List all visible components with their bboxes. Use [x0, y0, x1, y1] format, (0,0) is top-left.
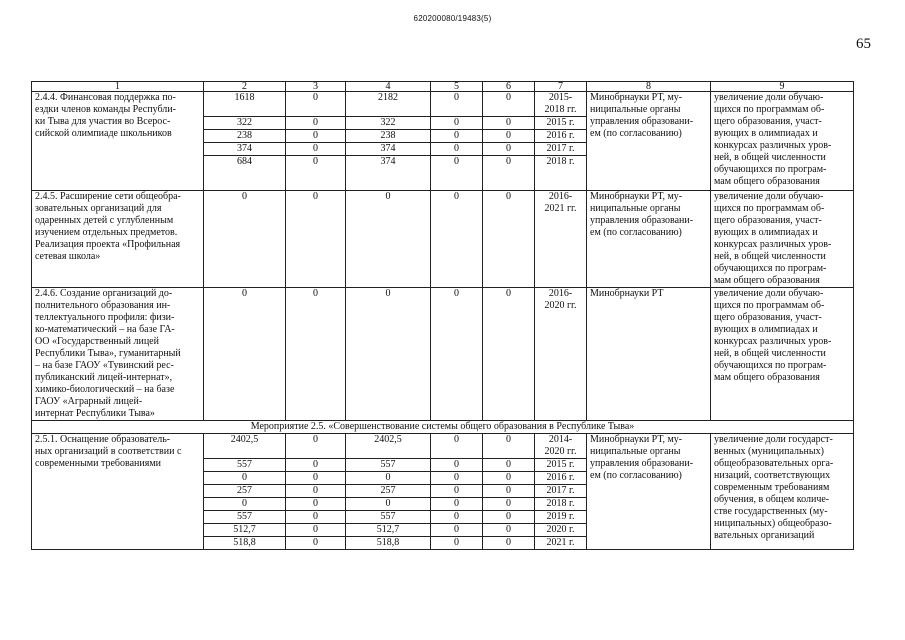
- table-cell: 0: [286, 92, 346, 117]
- table-cell: 1618: [204, 92, 286, 117]
- column-number: 5: [431, 82, 483, 92]
- table-cell: 0: [483, 459, 535, 472]
- period-cell: 2019 г.: [535, 511, 587, 524]
- table-cell: 518,8: [204, 537, 286, 550]
- table-row: [32, 191, 854, 288]
- table-cell: 257: [346, 485, 431, 498]
- period-cell: 2016- 2020 гг.: [535, 288, 587, 421]
- table-row: [32, 92, 854, 117]
- table-cell: 0: [286, 288, 346, 421]
- activity-name: 2.5.1. Оснащение образователь- ных организаций в соответствии с современными требованиями: [32, 434, 204, 550]
- column-number: 1: [32, 82, 204, 92]
- table-cell: 238: [346, 130, 431, 143]
- table-cell: 0: [431, 472, 483, 485]
- table-cell: 0: [431, 92, 483, 117]
- table-cell: 0: [431, 498, 483, 511]
- table-cell: 0: [286, 498, 346, 511]
- table-cell: 0: [346, 191, 431, 288]
- column-number: 8: [587, 82, 711, 92]
- activity-name: 2.4.6. Создание организаций до- полнительного образования ин- теллектуального профиля: физи- ко-математический – на базе ГА- ОО «Государственный лицей Республики Тыва», гуманитарный – на базе ГАОУ «Тувинский рес- публиканский лицей-интернат», химико-биологический – на базе ГАОУ «Аграрный лицей- интернат Республики Тыва»: [32, 288, 204, 421]
- responsible-cell: Минобрнауки РТ, му- ниципальные органы управления образовани- ем (по согласованию): [587, 434, 711, 550]
- period-cell: 2017 г.: [535, 485, 587, 498]
- table-cell: 512,7: [346, 524, 431, 537]
- period-cell: 2021 г.: [535, 537, 587, 550]
- period-cell: 2017 г.: [535, 143, 587, 156]
- table-cell: 0: [346, 288, 431, 421]
- result-cell: увеличение доли обучаю- щихся по программам об- щего образования, участ- вующих в олимпиадах и конкурсах различных уров- ней, в общей численности обучающихся по програм- мам общего образования: [711, 191, 854, 288]
- table-cell: 0: [286, 485, 346, 498]
- table-cell: 0: [431, 485, 483, 498]
- table-cell: 0: [483, 92, 535, 117]
- table-cell: 0: [286, 156, 346, 191]
- table-cell: 322: [204, 117, 286, 130]
- section-title: Мероприятие 2.5. «Совершенствование системы общего образования в Республике Тыва»: [32, 421, 854, 434]
- table-cell: 374: [346, 143, 431, 156]
- period-cell: 2015 г.: [535, 459, 587, 472]
- column-number: 2: [204, 82, 286, 92]
- table-cell: 2182: [346, 92, 431, 117]
- period-cell: 2016 г.: [535, 130, 587, 143]
- table-cell: 0: [483, 472, 535, 485]
- table-cell: 0: [431, 524, 483, 537]
- table-cell: 0: [431, 130, 483, 143]
- column-number: 9: [711, 82, 854, 92]
- table-cell: 0: [286, 472, 346, 485]
- table-cell: 322: [346, 117, 431, 130]
- table-cell: 0: [286, 511, 346, 524]
- table-cell: 0: [431, 191, 483, 288]
- table-cell: 0: [431, 434, 483, 459]
- table-cell: 0: [286, 459, 346, 472]
- table-cell: 0: [431, 537, 483, 550]
- table-cell: 0: [483, 434, 535, 459]
- table-cell: 557: [346, 511, 431, 524]
- period-cell: 2018 г.: [535, 498, 587, 511]
- table-cell: 0: [431, 156, 483, 191]
- table-cell: 0: [286, 143, 346, 156]
- table-cell: 0: [431, 143, 483, 156]
- document-id: 620200080/19483(5): [413, 14, 492, 23]
- period-cell: 2018 г.: [535, 156, 587, 191]
- table-cell: 0: [483, 191, 535, 288]
- table-cell: 0: [431, 459, 483, 472]
- table-cell: 518,8: [346, 537, 431, 550]
- result-cell: увеличение доли государст- венных (муниципальных) общеобразовательных орга- низаций, соответствующих современным требованиям обучения, в общем количе- стве государственных (му- ниципальных) общеобразо- вательных организаций: [711, 434, 854, 550]
- table-cell: 0: [286, 191, 346, 288]
- table-cell: 0: [286, 117, 346, 130]
- table-cell: 0: [483, 288, 535, 421]
- section-row: [32, 421, 854, 434]
- responsible-cell: Минобрнауки РТ, му- ниципальные органы управления образовани- ем (по согласованию): [587, 191, 711, 288]
- responsible-cell: Минобрнауки РТ: [587, 288, 711, 421]
- period-cell: 2016 г.: [535, 472, 587, 485]
- table-cell: 238: [204, 130, 286, 143]
- table-cell: 0: [286, 130, 346, 143]
- table-cell: 257: [204, 485, 286, 498]
- activity-name: 2.4.5. Расширение сети общеобра- зовательных организаций для одаренных детей с углубленным изучением отдельных предметов. Реализация проекта «Профильная сетевая школа»: [32, 191, 204, 288]
- column-number: 4: [346, 82, 431, 92]
- table-cell: 374: [204, 143, 286, 156]
- table-cell: 557: [204, 459, 286, 472]
- page-number: 65: [856, 36, 871, 52]
- table-cell: 374: [346, 156, 431, 191]
- activity-name: 2.4.4. Финансовая поддержка по- ездки членов команды Республи- ки Тыва для участия во Всерос- сийской олимпиаде школьников: [32, 92, 204, 191]
- table-cell: 0: [204, 288, 286, 421]
- table-cell: 0: [483, 485, 535, 498]
- result-cell: увеличение доли обучаю- щихся по программам об- щего образования, участ- вующих в олимпиадах и конкурсах различных уров- ней, в общей численности обучающихся по програм- мам общего образования: [711, 288, 854, 421]
- column-number-row: [32, 82, 854, 92]
- period-cell: 2015- 2018 гг.: [535, 92, 587, 117]
- table-cell: 0: [483, 511, 535, 524]
- table-cell: 557: [346, 459, 431, 472]
- table-cell: 0: [431, 511, 483, 524]
- table-row: [32, 288, 854, 421]
- table-cell: 512,7: [204, 524, 286, 537]
- table-cell: 0: [286, 537, 346, 550]
- table-cell: 557: [204, 511, 286, 524]
- table-cell: 0: [286, 434, 346, 459]
- table-cell: 0: [204, 191, 286, 288]
- table-cell: 0: [204, 498, 286, 511]
- period-cell: 2016- 2021 гг.: [535, 191, 587, 288]
- table-cell: 0: [483, 156, 535, 191]
- table-cell: 0: [483, 524, 535, 537]
- result-cell: увеличение доли обучаю- щихся по программам об- щего образования, участ- вующих в олимпиадах и конкурсах различных уров- ней, в общей численности обучающихся по програм- мам общего образования: [711, 92, 854, 191]
- table-cell: 2402,5: [204, 434, 286, 459]
- table-cell: 0: [483, 537, 535, 550]
- column-number: 7: [535, 82, 587, 92]
- table-cell: 0: [346, 498, 431, 511]
- program-activities-table: [31, 81, 854, 550]
- table-cell: 684: [204, 156, 286, 191]
- period-cell: 2020 г.: [535, 524, 587, 537]
- table-cell: 0: [431, 117, 483, 130]
- column-number: 6: [483, 82, 535, 92]
- period-cell: 2014- 2020 гг.: [535, 434, 587, 459]
- table-cell: 0: [286, 524, 346, 537]
- table-cell: 0: [483, 143, 535, 156]
- table-cell: 0: [483, 130, 535, 143]
- table-cell: 0: [204, 472, 286, 485]
- period-cell: 2015 г.: [535, 117, 587, 130]
- table-cell: 2402,5: [346, 434, 431, 459]
- table-cell: 0: [483, 498, 535, 511]
- table-cell: 0: [346, 472, 431, 485]
- table-row: [32, 434, 854, 459]
- table-cell: 0: [431, 288, 483, 421]
- responsible-cell: Минобрнауки РТ, му- ниципальные органы управления образовани- ем (по согласованию): [587, 92, 711, 191]
- column-number: 3: [286, 82, 346, 92]
- table-cell: 0: [483, 117, 535, 130]
